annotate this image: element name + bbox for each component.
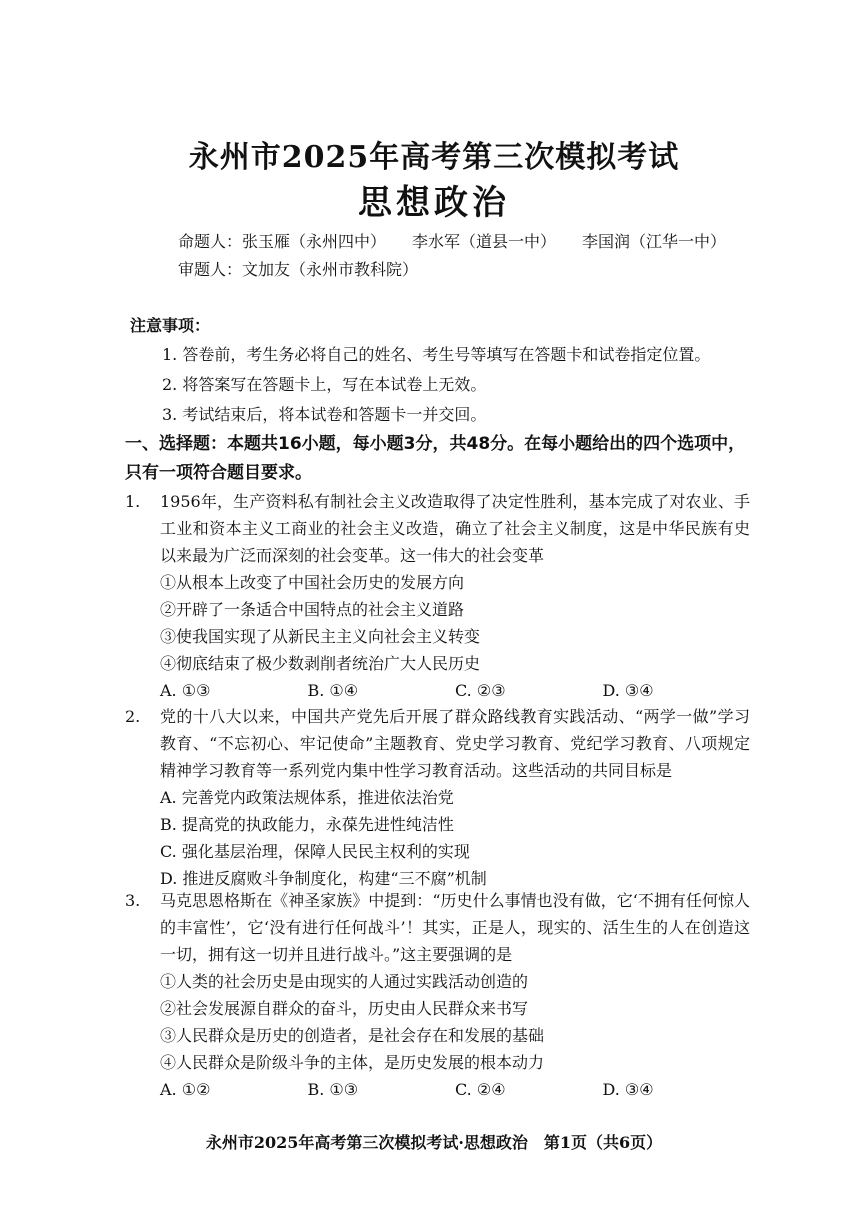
option-c: C. ②③	[455, 681, 506, 700]
answer-options	[160, 677, 750, 704]
option-c: C. ②④	[455, 1080, 506, 1099]
notice-block	[130, 312, 710, 430]
authors-block	[178, 228, 726, 284]
notice-item: 3. 考试结束后，将本试卷和答题卡一并交回。	[162, 405, 487, 424]
question-stem: 马克思恩格斯在《神圣家族》中提到：“历史什么事情也没有做，它‘不拥有任何惊人的丰富性’，它‘没有进行任何战斗’！其实，正是人，现实的、活生生的人在创造这一切，拥有这一切并且进行战斗。”这主要强调的是	[160, 891, 750, 964]
option-a: A. ①③	[160, 681, 211, 700]
question-number: 3.	[125, 891, 141, 910]
statement-item: ①从根本上改变了中国社会历史的发展方向	[160, 573, 465, 592]
notice-title: 注意事项：	[130, 316, 211, 335]
statement-item: ②开辟了一条适合中国特点的社会主义道路	[160, 600, 465, 619]
page-footer: 永州市2025年高考第三次模拟考试·思想政治 第1页（共6页）	[205, 1133, 663, 1152]
question-number: 1.	[125, 492, 141, 511]
statement-item: ④人民群众是阶级斗争的主体，是历史发展的根本动力	[160, 1053, 545, 1072]
reviewer: 文加友（永州市教科院）	[242, 260, 419, 279]
reviewer-row	[178, 256, 726, 284]
proposer-1: 张玉雁（永州四中）	[242, 232, 387, 251]
option-c: C. 强化基层治理，保障人民民主权利的实现	[160, 842, 470, 861]
option-d: D. ③④	[602, 681, 654, 700]
option-b: B. ①③	[307, 1080, 359, 1099]
proposer-2: 李水军（道县一中）	[412, 232, 557, 251]
statement-item: ②社会发展源自群众的奋斗，历史由人民群众来书写	[160, 999, 529, 1018]
option-a: A. 完善党内政策法规体系，推进依法治党	[160, 788, 454, 807]
question-number: 2.	[125, 707, 141, 726]
reviewer-label: 审题人：	[178, 260, 243, 279]
exam-subject: 思想政治	[358, 183, 510, 223]
question-3	[125, 887, 750, 1103]
answer-options	[160, 1076, 750, 1103]
option-b: B. 提高党的执政能力，永葆先进性纯洁性	[160, 815, 454, 834]
question-stem: 党的十八大以来，中国共产党先后开展了群众路线教育实践活动、“两学一做”学习教育、“不忘初心、牢记使命”主题教育、党史学习教育、党纪学习教育、八项规定精神学习教育等一系列党内集中性学习教育活动。这些活动的共同目标是	[160, 707, 750, 780]
option-d: D. ③④	[602, 1080, 654, 1099]
statement-item: ①人类的社会历史是由现实的人通过实践活动创造的	[160, 972, 529, 991]
question-2	[125, 703, 750, 892]
notice-item: 2. 将答案写在答题卡上，写在本试卷上无效。	[162, 375, 487, 394]
option-d: D. 推进反腐败斗争制度化，构建“三不腐”机制	[160, 869, 487, 888]
exam-title: 永州市2025年高考第三次模拟考试	[188, 140, 680, 175]
proposer-3: 李国润（江华一中）	[582, 232, 727, 251]
option-a: A. ①②	[160, 1080, 211, 1099]
proposers-label: 命题人：	[178, 232, 243, 251]
proposers-row	[178, 228, 726, 256]
statement-item: ③使我国实现了从新民主主义向社会主义转变	[160, 627, 481, 646]
question-1	[125, 488, 750, 704]
section-heading: 一、选择题：本题共16小题，每小题3分，共48分。在每小题给出的四个选项中，只有一项符合题目要求。	[125, 434, 746, 483]
notice-item: 1. 答卷前，考生务必将自己的姓名、考生号等填写在答题卡和试卷指定位置。	[162, 345, 711, 364]
statement-item: ③人民群众是历史的创造者，是社会存在和发展的基础	[160, 1026, 545, 1045]
option-b: B. ①④	[307, 681, 359, 700]
statement-item: ④彻底结束了极少数剥削者统治广大人民历史	[160, 654, 481, 673]
question-stem: 1956年，生产资料私有制社会主义改造取得了决定性胜利，基本完成了对农业、手工业和资本主义工商业的社会主义改造，确立了社会主义制度，这是中华民族有史以来最为广泛而深刻的社会变革。这一伟大的社会变革	[160, 492, 750, 565]
